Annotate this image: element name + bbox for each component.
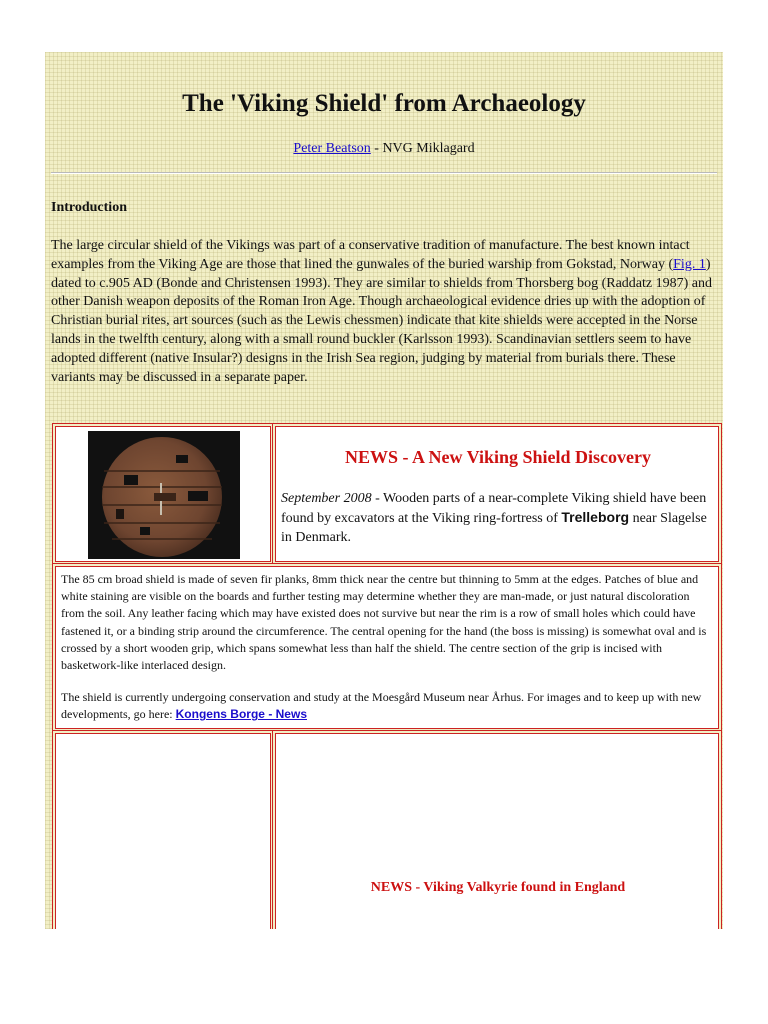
news-details-cell [55, 566, 719, 729]
news-details-paragraph-1: The 85 cm broad shield is made of seven fir planks, 8mm thick near the centre but thinning to 5mm at the edges. Patches of blue and white staining are visible on the boards and further testing may determine whether they are man-made, or just natural discoloration from the soil. Any leather facing which may have existed does not survive but near the rim is a row of small holes which could have fastened it, or a binding strip around the circumference. The central opening for the hand (the boss is missing) is somewhat oval and is crossed by a short wooden grip, which spans somewhat less than half the shield. The centre section of the grip is incised with basketwork-like interlaced design. [61, 572, 707, 673]
valkyrie-image-cell [55, 733, 271, 929]
news-valkyrie-cell [275, 733, 719, 929]
news-valkyrie-title: NEWS - Viking Valkyrie found in England [370, 880, 626, 895]
article-page [45, 52, 723, 929]
introduction-heading: Introduction [51, 200, 127, 215]
news-discovery-cell [275, 426, 719, 562]
intro-text-part-2: ) dated to c.905 AD (Bonde and Christensen 1993). They are similar to shields from Thorsberg bog (Raddatz 1987) and other Danish weapon deposits of the Roman Iron Age. Though archaeological evidence dries up with the adoption of Christian burial rites, art sources (such as the Lewis chessmen) indicate that kite shields were accepted in the Norse lands in the twelfth century, along with a small round buckler (Karlsson 1993). Scandinavian settlers seem to have adopted different (native Insular?) designs in the Irish Sea region, judging by material from burials there. These variants may be discussed in a separate paper. [51, 256, 712, 385]
shield-image-cell [55, 426, 271, 562]
news-summary-part-2: near Slagelse in Denmark. [281, 511, 707, 545]
byline-affiliation: - NVG Miklagard [370, 141, 475, 156]
intro-text-part-1: The large circular shield of the Vikings was part of a conservative tradition of manufacture. The best known intact examples from the Viking Age are those that lined the gunwales of the buried warship from Gokstad, Norway ( [51, 238, 690, 272]
news-place-name: Trelleborg [561, 509, 630, 525]
horizontal-divider [51, 172, 717, 174]
byline [45, 141, 723, 157]
news-discovery-title: NEWS - A New Viking Shield Discovery [344, 447, 652, 467]
page-title: The 'Viking Shield' from Archaeology [182, 90, 586, 117]
introduction-paragraph [51, 237, 715, 387]
news-details-text: The shield is currently undergoing conservation and study at the Moesgård Museum near Århus. For images and to keep up with new developments, go here: [61, 690, 702, 722]
fig-1-link[interactable]: Fig. 1 [673, 256, 706, 272]
news-summary-part-1: - Wooden parts of a near-complete Viking shield have been found by excavators at the Viking ring-fortress of [281, 491, 707, 526]
shield-illustration [88, 431, 240, 559]
viking-shield-photo [88, 431, 240, 559]
news-date: September 2008 [281, 491, 372, 506]
author-link[interactable]: Peter Beatson [293, 141, 371, 156]
news-discovery-summary [281, 489, 713, 547]
kongens-borge-news-link[interactable]: Kongens Borge - News [175, 707, 307, 722]
news-details-paragraph-2 [61, 689, 713, 723]
